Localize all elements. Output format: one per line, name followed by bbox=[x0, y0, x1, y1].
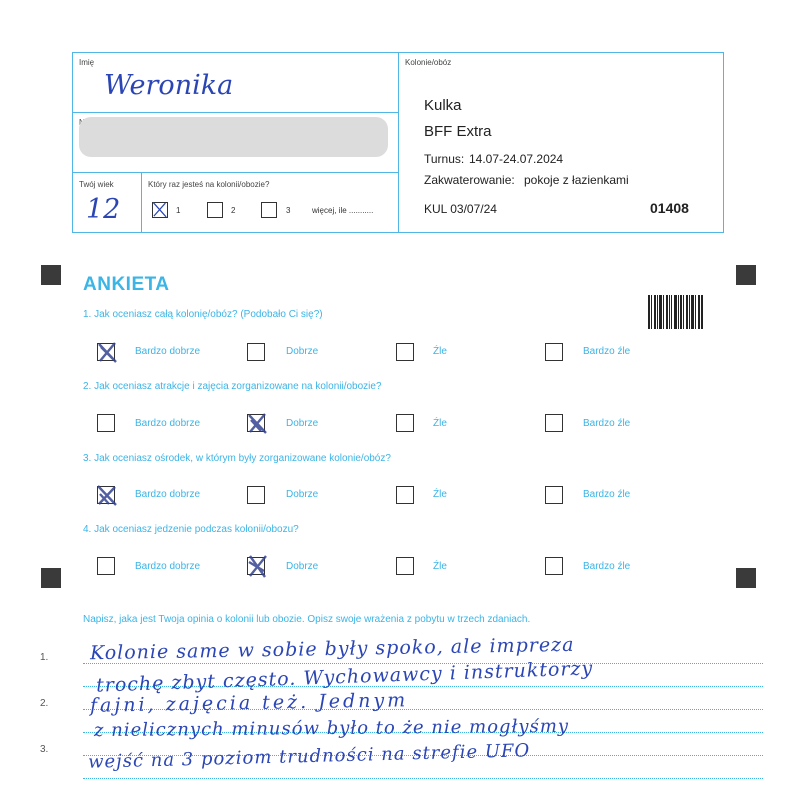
q1-checkbox-bardzo-zle[interactable] bbox=[545, 343, 563, 361]
q3-checkbox-bardzo-dobrze[interactable] bbox=[97, 486, 115, 504]
redacted-surname bbox=[79, 117, 388, 157]
q3-option-zle: Źle bbox=[433, 489, 447, 500]
header-divider-vertical bbox=[398, 52, 399, 233]
question-3-text: 3. Jak oceniasz ośrodek, w którym były zorganizowane kolonie/obóz? bbox=[83, 453, 391, 464]
q3-checkbox-zle[interactable] bbox=[396, 486, 414, 504]
q4-checkbox-bardzo-dobrze[interactable] bbox=[97, 557, 115, 575]
q4-checkbox-zle[interactable] bbox=[396, 557, 414, 575]
accommodation-label: Zakwaterowanie: bbox=[424, 173, 515, 187]
question-2-text: 2. Jak oceniasz atrakcje i zajęcia zorganizowane na kolonii/obozie? bbox=[83, 381, 382, 392]
q1-option-bardzo-dobrze: Bardzo dobrze bbox=[135, 346, 201, 357]
times-checkbox-3[interactable] bbox=[261, 202, 277, 218]
cross-mark-icon bbox=[150, 200, 170, 220]
q3-option-dobrze: Dobrze bbox=[286, 489, 319, 500]
name-label: Imię bbox=[79, 58, 95, 67]
q4-option-zle: Źle bbox=[433, 561, 447, 572]
q1-checkbox-bardzo-dobrze[interactable] bbox=[97, 343, 115, 361]
cross-mark-icon bbox=[95, 339, 119, 365]
camp-code: KUL 03/07/24 bbox=[424, 202, 497, 216]
line-number-2: 2. bbox=[40, 698, 49, 709]
q4-option-dobrze: Dobrze bbox=[286, 561, 319, 572]
age-value: 12 bbox=[86, 194, 121, 225]
registration-marker bbox=[736, 568, 756, 588]
q2-option-zle: Źle bbox=[433, 418, 447, 429]
cross-mark-icon bbox=[245, 410, 269, 436]
times-checkbox-1[interactable] bbox=[152, 202, 168, 218]
handwritten-answer-line-3: fajni, zajęcia też. Jednym bbox=[89, 689, 409, 717]
q4-checkbox-bardzo-zle[interactable] bbox=[545, 557, 563, 575]
header-divider-age bbox=[72, 172, 398, 173]
registration-marker bbox=[41, 568, 61, 588]
times-option-1: 1 bbox=[176, 206, 181, 215]
age-label: Twój wiek bbox=[79, 180, 114, 189]
program-name: BFF Extra bbox=[424, 123, 492, 140]
question-1-text: 1. Jak oceniasz całą kolonię/obóz? (Podobało Ci się?) bbox=[83, 309, 323, 320]
handwritten-answer-line-1: Kolonie same w sobie były spoko, ale impreza bbox=[89, 633, 575, 665]
handwritten-answer-line-5: wejść na 3 poziom trudności na strefie UFO bbox=[87, 740, 531, 773]
q4-option-bardzo-dobrze: Bardzo dobrze bbox=[135, 561, 201, 572]
handwritten-answer-line-2: trochę zbyt często. Wychowawcy i instruktorzy bbox=[95, 657, 594, 697]
times-checkbox-2[interactable] bbox=[207, 202, 223, 218]
q3-option-bardzo-dobrze: Bardzo dobrze bbox=[135, 489, 201, 500]
q2-checkbox-bardzo-dobrze[interactable] bbox=[97, 414, 115, 432]
q3-option-bardzo-zle: Bardzo źle bbox=[583, 489, 631, 500]
turnus-label: Turnus: bbox=[424, 152, 465, 166]
camp-label: Kolonie/obóz bbox=[405, 58, 452, 67]
times-option-3: 3 bbox=[286, 206, 291, 215]
q3-checkbox-dobrze[interactable] bbox=[247, 486, 265, 504]
registration-marker bbox=[736, 265, 756, 285]
survey-title: ANKIETA bbox=[83, 274, 170, 295]
q2-option-bardzo-dobrze: Bardzo dobrze bbox=[135, 418, 201, 429]
accommodation-value: pokoje z łazienkami bbox=[524, 173, 629, 187]
handwritten-answer-line-4: z nielicznych minusów było to że nie mogłyśmy bbox=[93, 715, 570, 742]
q1-checkbox-dobrze[interactable] bbox=[247, 343, 265, 361]
barcode-icon bbox=[648, 295, 703, 329]
q4-checkbox-dobrze[interactable] bbox=[247, 557, 265, 575]
header-divider-age-vertical bbox=[141, 172, 142, 233]
q1-option-dobrze: Dobrze bbox=[286, 346, 319, 357]
answer-line bbox=[83, 778, 763, 779]
times-label: Który raz jesteś na kolonii/obozie? bbox=[148, 180, 270, 189]
q3-checkbox-bardzo-zle[interactable] bbox=[545, 486, 563, 504]
times-more-label: więcej, ile ........... bbox=[312, 206, 374, 215]
q2-option-dobrze: Dobrze bbox=[286, 418, 319, 429]
q2-option-bardzo-zle: Bardzo źle bbox=[583, 418, 631, 429]
q2-checkbox-dobrze[interactable] bbox=[247, 414, 265, 432]
name-value: Weronika bbox=[104, 70, 234, 101]
cross-mark-icon bbox=[95, 482, 119, 508]
opinion-prompt: Napisz, jaka jest Twoja opinia o kolonii lub obozie. Opisz swoje wrażenia z pobytu w trzech zdaniach. bbox=[83, 614, 531, 625]
turnus-value: 14.07-24.07.2024 bbox=[469, 152, 564, 166]
q2-checkbox-zle[interactable] bbox=[396, 414, 414, 432]
registration-marker bbox=[41, 265, 61, 285]
header-divider-name bbox=[72, 112, 398, 113]
times-option-2: 2 bbox=[231, 206, 236, 215]
q4-option-bardzo-zle: Bardzo źle bbox=[583, 561, 631, 572]
line-number-3: 3. bbox=[40, 744, 49, 755]
camp-name: Kulka bbox=[424, 97, 462, 114]
question-4-text: 4. Jak oceniasz jedzenie podczas kolonii/obozu? bbox=[83, 524, 299, 535]
line-number-1: 1. bbox=[40, 652, 49, 663]
q1-checkbox-zle[interactable] bbox=[396, 343, 414, 361]
q1-option-zle: Źle bbox=[433, 346, 447, 357]
q1-option-bardzo-zle: Bardzo źle bbox=[583, 346, 631, 357]
cross-mark-icon bbox=[245, 553, 269, 579]
form-number: 01408 bbox=[650, 200, 689, 216]
q2-checkbox-bardzo-zle[interactable] bbox=[545, 414, 563, 432]
